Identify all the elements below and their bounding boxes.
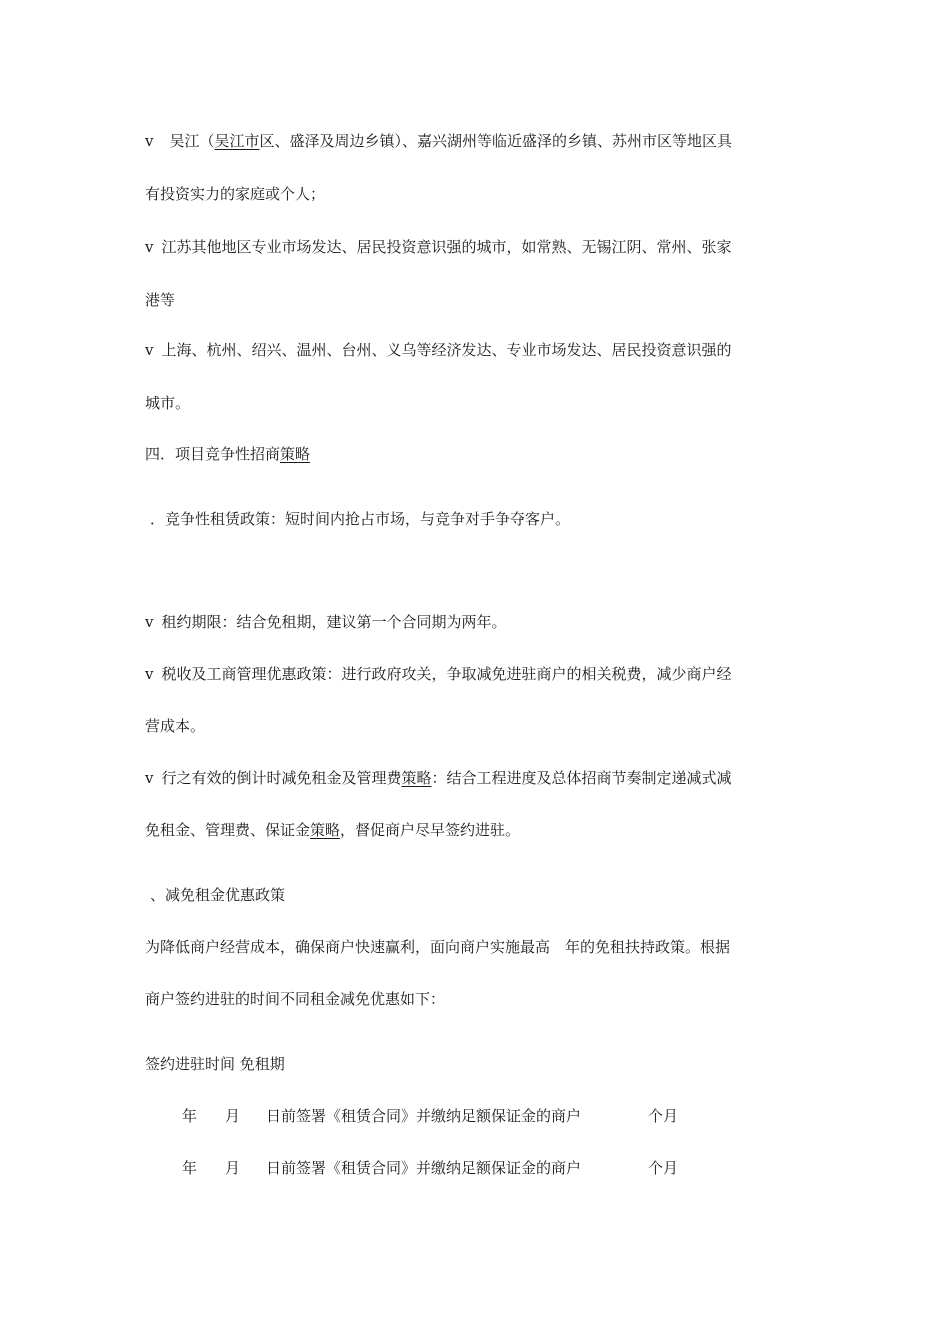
row-condition: 日前签署《租赁合同》并缴纳足额保证金的商户: [266, 1107, 582, 1125]
heading-text: 四．项目竞争性招商: [145, 445, 281, 463]
row-period: 个月: [648, 1159, 679, 1177]
bullet-marker: v: [145, 132, 154, 150]
paragraph-jiangsu: [145, 237, 732, 257]
bullet-marker: v: [145, 613, 154, 631]
row-year: 年: [182, 1159, 198, 1177]
text-segment: 行之有效的倒计时减免租金及管理费: [161, 769, 402, 787]
text-segment: 免租金、管理费、保证金: [145, 821, 311, 839]
underlined-term: 吴江市: [214, 132, 260, 150]
paragraph-shanghai-cont: 城市。: [145, 394, 191, 412]
text-segment: 税收及工商管理优惠政策：进行政府攻关，争取减免进驻商户的相关税费，减少商户经: [161, 665, 732, 683]
text-segment: 租约期限：结合免租期，建议第一个合同期为两年。: [161, 613, 507, 631]
paragraph-countdown-strategy-cont: [145, 820, 520, 840]
paragraph-wujiang-cont: 有投资实力的家庭或个人；: [145, 185, 326, 203]
paragraph-tax-policy: [145, 664, 732, 684]
paragraph-jiangsu-cont: 港等: [145, 291, 176, 309]
row-year: 年: [182, 1107, 198, 1125]
row-month: 月: [225, 1107, 241, 1125]
paragraph-lease-term: [145, 612, 507, 632]
paragraph-shanghai: [145, 340, 732, 360]
underlined-term: 策略: [280, 445, 311, 463]
text-segment: 江苏其他地区专业市场发达、居民投资意识强的城市，如常熟、无锡江阴、常州、张家: [161, 238, 732, 256]
text-segment: 区、盛泽及周边乡镇）、嘉兴湖州等临近盛泽的乡镇、苏州市区等地区具: [259, 132, 733, 150]
row-period: 个月: [648, 1107, 679, 1125]
paragraph-tax-policy-cont: 营成本。: [145, 717, 206, 735]
paragraph-rent-relief: 为降低商户经营成本，确保商户快速赢利，面向商户实施最高 年的免租扶持政策。根据: [145, 938, 731, 956]
section-heading: [145, 444, 310, 464]
row-condition: 日前签署《租赁合同》并缴纳足额保证金的商户: [266, 1159, 582, 1177]
paragraph-countdown-strategy: [145, 768, 732, 788]
paragraph-wujiang: [145, 131, 732, 151]
subheading-competitive-leasing: ．竞争性租赁政策：短时间内抢占市场，与竞争对手争夺客户。: [150, 510, 571, 528]
table-header: 签约进驻时间 免租期: [145, 1055, 285, 1073]
text-segment: ，督促商户尽早签约进驻。: [340, 821, 521, 839]
text-segment: ：结合工程进度及总体招商节奏制定递减式减: [431, 769, 732, 787]
text-segment: 上海、杭州、绍兴、温州、台州、义乌等经济发达、专业市场发达、居民投资意识强的: [161, 341, 732, 359]
text-segment: 吴江（: [169, 132, 215, 150]
subheading-rent-relief: 、减免租金优惠政策: [150, 886, 286, 904]
bullet-marker: v: [145, 769, 154, 787]
bullet-marker: v: [145, 665, 154, 683]
row-month: 月: [225, 1159, 241, 1177]
bullet-marker: v: [145, 238, 154, 256]
underlined-term: 策略: [401, 769, 432, 787]
underlined-term: 策略: [310, 821, 341, 839]
paragraph-rent-relief-cont: 商户签约进驻的时间不同租金减免优惠如下：: [145, 990, 446, 1008]
bullet-marker: v: [145, 341, 154, 359]
